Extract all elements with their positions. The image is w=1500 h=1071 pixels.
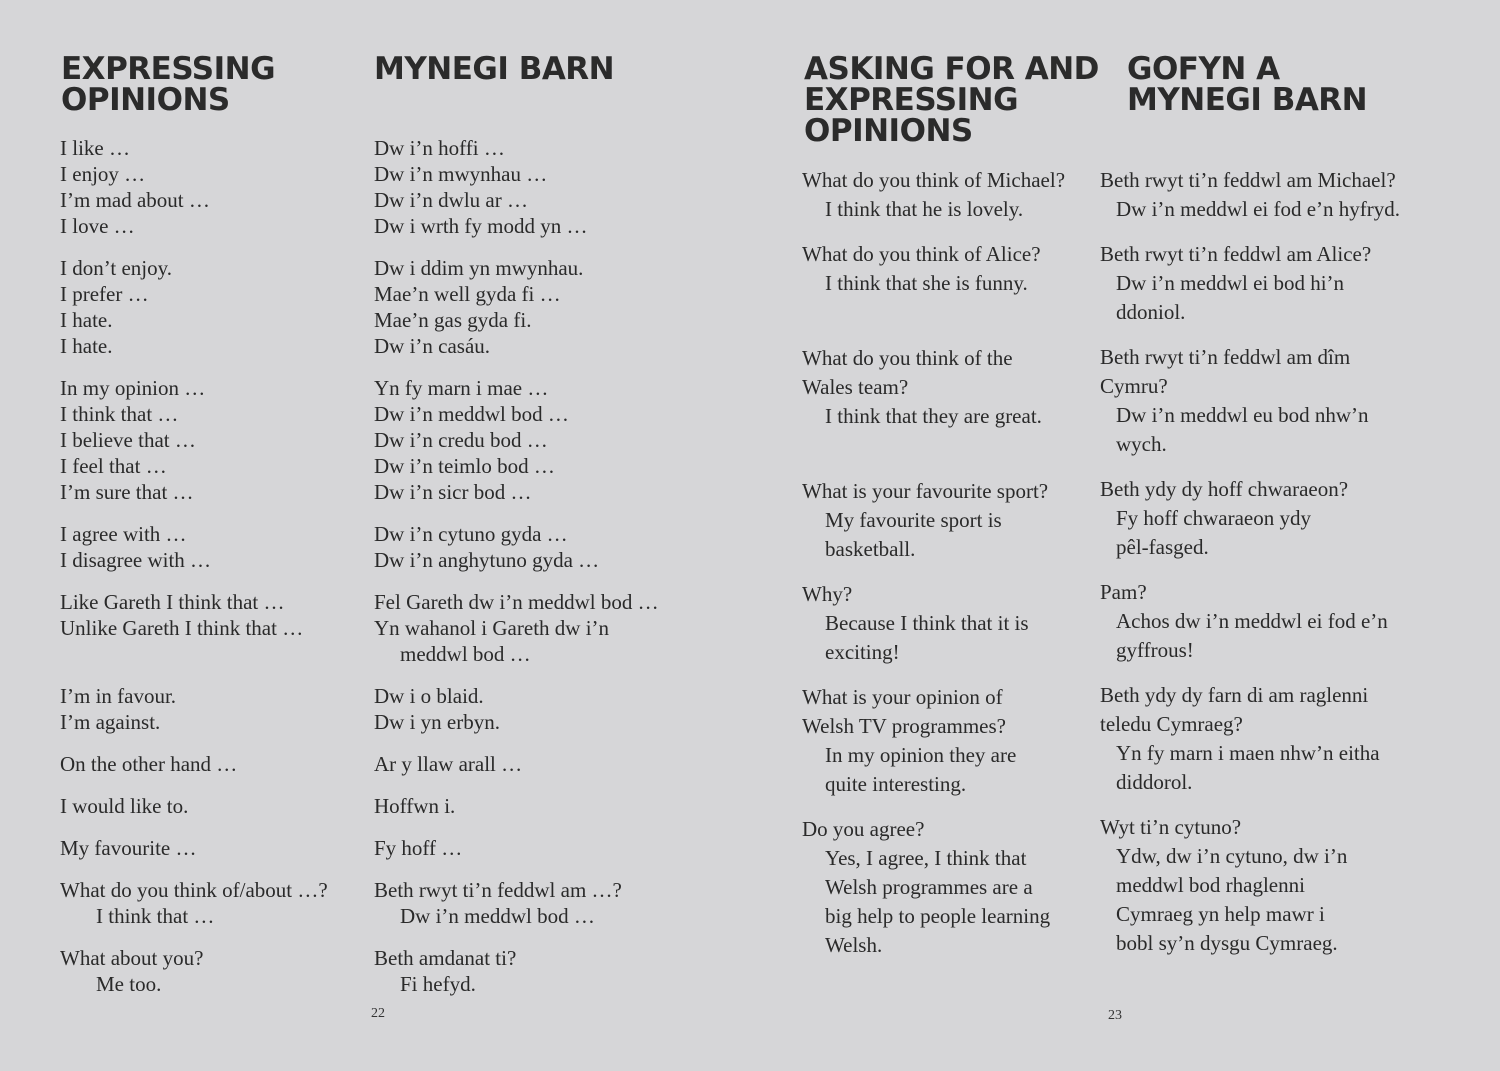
phrase-line: Fy hoff …	[374, 836, 463, 860]
phrase-line: Yn wahanol i Gareth dw i’n	[374, 616, 610, 640]
right-welsh-column	[1100, 166, 1400, 974]
phrase-line: Mae’n gas gyda fi.	[374, 308, 532, 332]
phrase-line: I like …	[60, 136, 130, 160]
phrase-answer: Welsh programmes are a	[825, 875, 1033, 899]
phrase-line: Like Gareth I think that …	[60, 590, 285, 614]
phrase-answer: I think that she is funny.	[825, 271, 1028, 295]
phrase-answer: I think that …	[96, 904, 215, 928]
phrase-answer: meddwl bod …	[400, 642, 531, 666]
right-heading-welsh	[1127, 51, 1368, 118]
heading-line: EXPRESSING	[804, 82, 1019, 118]
phrase-answer: basketball.	[825, 537, 916, 561]
phrase-line: Fel Gareth dw i’n meddwl bod …	[374, 590, 659, 614]
phrase-line: Dw i’n cytuno gyda …	[374, 522, 568, 546]
phrase-group	[60, 793, 328, 819]
left-english-column	[60, 135, 328, 1013]
phrase-group	[374, 683, 659, 735]
phrase-answer: gyffrous!	[1116, 638, 1194, 662]
phrase-line: Beth ydy dy hoff chwaraeon?	[1100, 477, 1349, 501]
phrase-line: What do you think of Michael?	[802, 168, 1066, 192]
phrase-group	[374, 751, 659, 777]
phrase-line: Dw i’n teimlo bod …	[374, 454, 555, 478]
phrase-line: Beth amdanat ti?	[374, 946, 517, 970]
phrase-line: I think that …	[60, 402, 179, 426]
phrase-group	[60, 521, 328, 573]
phrase-group	[374, 255, 659, 359]
phrase-line: What do you think of/about …?	[60, 878, 328, 902]
phrase-group	[60, 751, 328, 777]
phrase-group	[1100, 343, 1400, 459]
phrase-group	[60, 835, 328, 861]
phrase-line: Welsh TV programmes?	[802, 714, 1006, 738]
phrase-group	[802, 580, 1065, 667]
phrase-group	[374, 135, 659, 239]
phrase-answer: Because I think that it is	[825, 611, 1029, 635]
phrase-line: I’m mad about …	[60, 188, 210, 212]
phrase-group	[374, 521, 659, 573]
phrase-group	[374, 589, 659, 667]
phrase-line: What about you?	[60, 946, 204, 970]
heading-line: EXPRESSING	[61, 51, 276, 87]
phrase-line: I prefer …	[60, 282, 149, 306]
phrase-line: What do you think of the	[802, 346, 1013, 370]
phrase-line: teledu Cymraeg?	[1100, 712, 1243, 736]
phrase-answer: Fy hoff chwaraeon ydy	[1116, 506, 1311, 530]
phrase-group	[60, 683, 328, 735]
heading-line: OPINIONS	[804, 113, 973, 149]
phrase-answer: I think that he is lovely.	[825, 197, 1024, 221]
phrase-line: What is your favourite sport?	[802, 479, 1049, 503]
phrase-line: I feel that …	[60, 454, 167, 478]
right-heading-english	[804, 51, 1099, 149]
phrase-answer: Cymraeg yn help mawr i	[1116, 902, 1325, 926]
heading-line: OPINIONS	[61, 82, 230, 118]
phrase-line: Dw i wrth fy modd yn …	[374, 214, 588, 238]
page-number-left: 22	[371, 1006, 385, 1021]
phrase-line: Mae’n well gyda fi …	[374, 282, 561, 306]
phrase-line: Dw i ddim yn mwynhau.	[374, 256, 584, 280]
phrase-group	[60, 945, 328, 997]
phrase-line: What do you think of Alice?	[802, 242, 1041, 266]
phrase-line: Dw i’n mwynhau …	[374, 162, 548, 186]
phrase-answer: Me too.	[96, 972, 162, 996]
phrase-group	[1100, 475, 1400, 562]
phrase-line: Dw i’n dwlu ar …	[374, 188, 528, 212]
phrase-group	[60, 375, 328, 505]
phrase-answer: In my opinion they are	[825, 743, 1017, 767]
phrase-group	[60, 255, 328, 359]
phrase-group	[1100, 578, 1400, 665]
page-number-right: 23	[1108, 1008, 1122, 1023]
phrase-group	[1100, 166, 1400, 224]
phrase-group	[60, 589, 328, 641]
phrase-line: Beth rwyt ti’n feddwl am dîm	[1100, 345, 1351, 369]
left-heading-welsh	[374, 51, 615, 87]
phrase-line: In my opinion …	[60, 376, 206, 400]
phrase-answer: Dw i’n meddwl eu bod nhw’n	[1116, 403, 1369, 427]
phrase-line: My favourite …	[60, 836, 197, 860]
phrase-group	[802, 166, 1065, 224]
phrase-answer: diddorol.	[1116, 770, 1193, 794]
phrase-line: What is your opinion of	[802, 685, 1003, 709]
phrase-line: Do you agree?	[802, 817, 925, 841]
phrase-answer: quite interesting.	[825, 772, 967, 796]
phrase-line: Dw i’n hoffi …	[374, 136, 505, 160]
phrase-line: Dw i’n credu bod …	[374, 428, 548, 452]
phrase-answer: Dw i’n meddwl bod …	[400, 904, 595, 928]
phrase-line: Dw i’n casáu.	[374, 334, 491, 358]
phrase-answer: My favourite sport is	[825, 508, 1002, 532]
heading-line: GOFYN A	[1127, 51, 1280, 87]
phrase-line: Pam?	[1100, 580, 1147, 604]
right-english-column	[802, 166, 1065, 976]
heading-line: ASKING FOR AND	[804, 51, 1099, 87]
left-heading-english	[61, 51, 276, 118]
phrase-line: Cymru?	[1100, 374, 1168, 398]
phrase-line: Dw i o blaid.	[374, 684, 484, 708]
phrase-line: Wales team?	[802, 375, 909, 399]
phrase-line: Beth rwyt ti’n feddwl am Alice?	[1100, 242, 1372, 266]
left-welsh-column	[374, 135, 659, 1013]
phrase-line: I’m against.	[60, 710, 161, 734]
heading-line: MYNEGI BARN	[1127, 82, 1368, 118]
phrase-line: I enjoy …	[60, 162, 146, 186]
phrase-line: I hate.	[60, 334, 113, 358]
phrase-group	[802, 477, 1065, 564]
phrase-group	[374, 835, 659, 861]
phrase-line: I’m in favour.	[60, 684, 177, 708]
phrase-answer: bobl sy’n dysgu Cymraeg.	[1116, 931, 1338, 955]
phrase-group	[1100, 681, 1400, 797]
phrase-group	[802, 683, 1065, 799]
phrase-answer: exciting!	[825, 640, 900, 664]
phrase-answer: I think that they are great.	[825, 404, 1042, 428]
phrase-line: Wyt ti’n cytuno?	[1100, 815, 1242, 839]
phrase-line: Beth rwyt ti’n feddwl am Michael?	[1100, 168, 1396, 192]
phrase-line: Beth ydy dy farn di am raglenni	[1100, 683, 1369, 707]
phrase-group	[1100, 240, 1400, 327]
phrase-line: Unlike Gareth I think that …	[60, 616, 304, 640]
phrase-line: I’m sure that …	[60, 480, 194, 504]
phrase-line: Hoffwn i.	[374, 794, 456, 818]
phrase-line: I disagree with …	[60, 548, 212, 572]
phrase-line: Beth rwyt ti’n feddwl am …?	[374, 878, 622, 902]
phrase-group	[802, 344, 1065, 431]
phrase-answer: Yes, I agree, I think that	[825, 846, 1027, 870]
phrase-answer: Achos dw i’n meddwl ei fod e’n	[1116, 609, 1388, 633]
phrase-group	[374, 877, 659, 929]
phrase-group	[60, 877, 328, 929]
phrase-answer: Dw i’n meddwl ei bod hi’n	[1116, 271, 1345, 295]
heading-line: MYNEGI BARN	[374, 51, 615, 87]
phrase-answer: Welsh.	[825, 933, 883, 957]
phrase-answer: Ydw, dw i’n cytuno, dw i’n	[1116, 844, 1348, 868]
phrase-group	[374, 375, 659, 505]
phrase-answer: big help to people learning	[825, 904, 1051, 928]
phrase-line: Yn fy marn i mae …	[374, 376, 549, 400]
phrase-line: Dw i’n anghytuno gyda …	[374, 548, 600, 572]
phrase-line: Dw i’n sicr bod …	[374, 480, 532, 504]
phrase-group	[802, 815, 1065, 960]
phrase-line: Why?	[802, 582, 853, 606]
phrase-line: Dw i yn erbyn.	[374, 710, 500, 734]
phrase-line: I don’t enjoy.	[60, 256, 172, 280]
phrase-group	[374, 945, 659, 997]
phrase-line: I believe that …	[60, 428, 196, 452]
phrase-group	[374, 793, 659, 819]
phrase-answer: Dw i’n meddwl ei fod e’n hyfryd.	[1116, 197, 1401, 221]
phrase-line: Ar y llaw arall …	[374, 752, 523, 776]
phrase-answer: Yn fy marn i maen nhw’n eitha	[1116, 741, 1380, 765]
phrase-line: I agree with …	[60, 522, 187, 546]
phrase-line: Dw i’n meddwl bod …	[374, 402, 569, 426]
phrase-line: I would like to.	[60, 794, 189, 818]
phrase-answer: wych.	[1116, 432, 1167, 456]
phrase-line: I hate.	[60, 308, 113, 332]
phrase-line: I love …	[60, 214, 135, 238]
phrase-group	[1100, 813, 1400, 958]
phrase-answer: ddoniol.	[1116, 300, 1186, 324]
phrase-line: On the other hand …	[60, 752, 238, 776]
phrase-answer: Fi hefyd.	[400, 972, 476, 996]
phrase-group	[802, 240, 1065, 298]
phrase-answer: meddwl bod rhaglenni	[1116, 873, 1305, 897]
phrase-group	[60, 135, 328, 239]
phrase-answer: pêl-fasged.	[1116, 535, 1209, 559]
